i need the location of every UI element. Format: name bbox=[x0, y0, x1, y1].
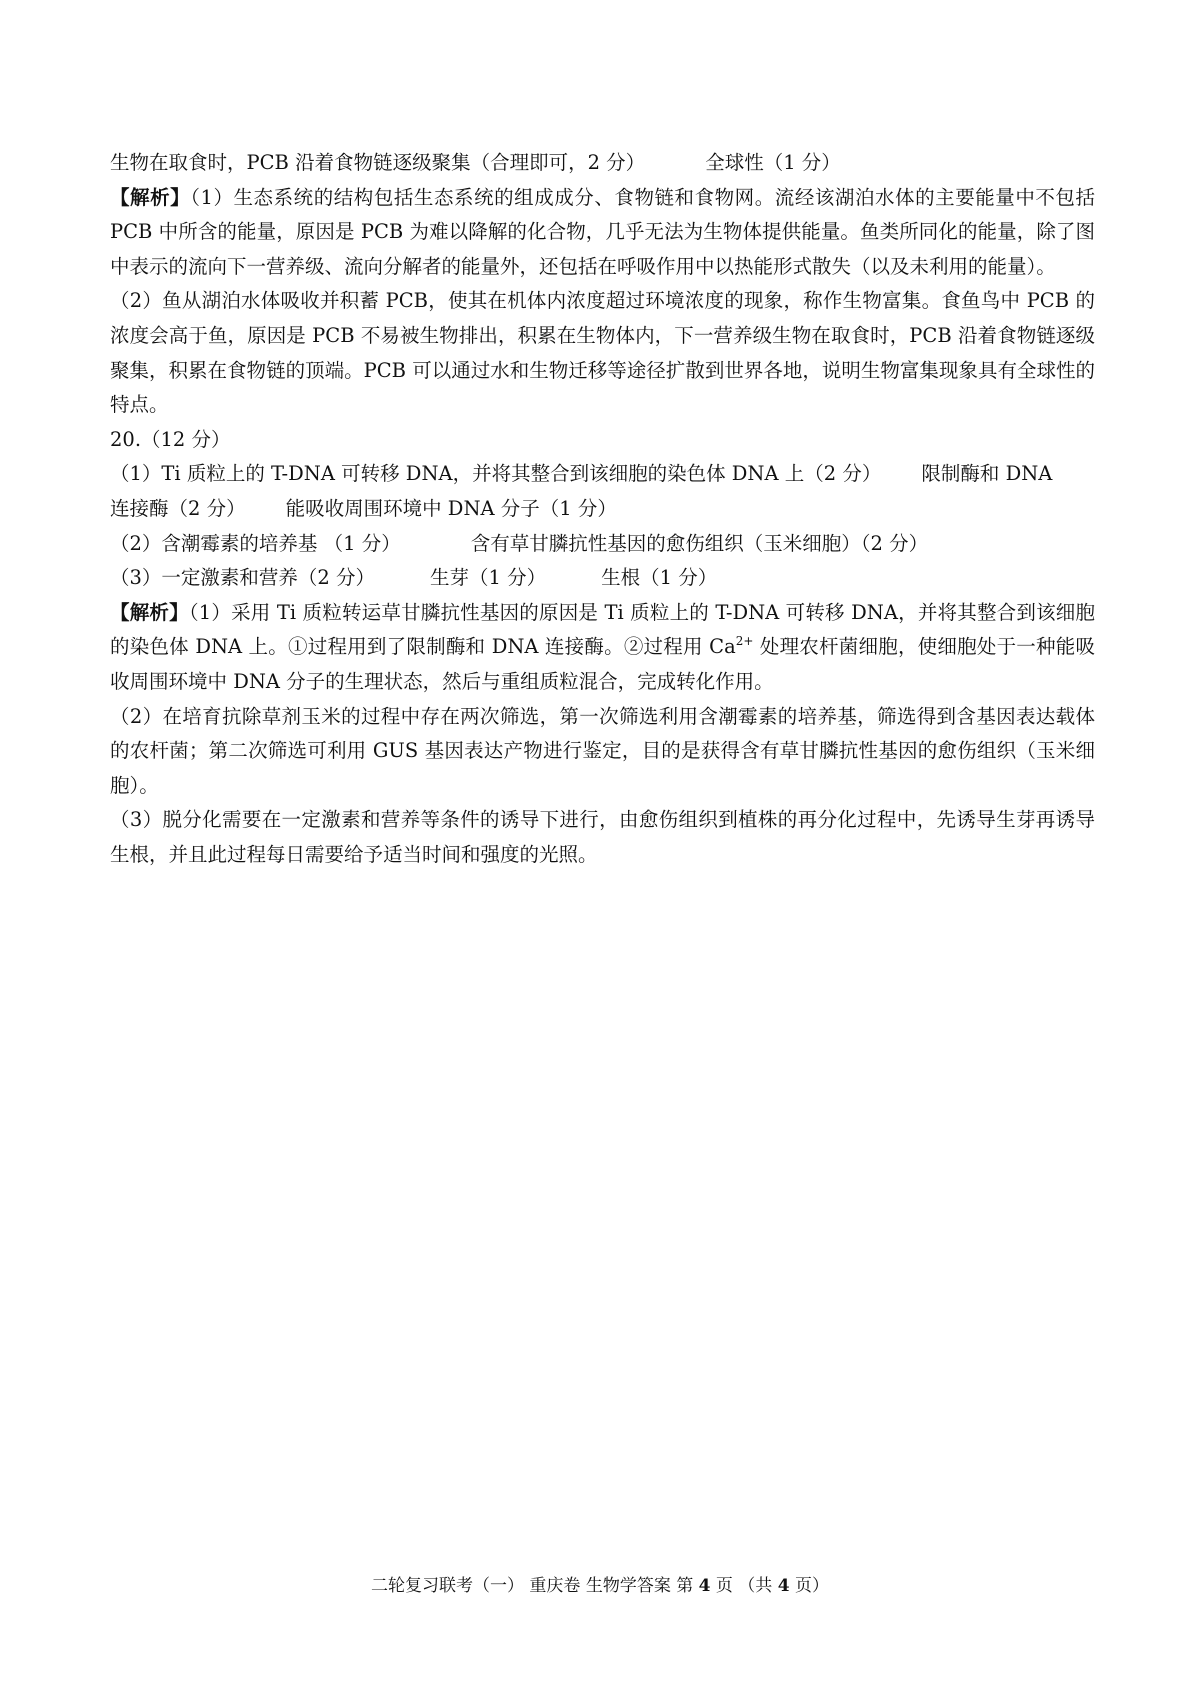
analysis-20-p1: 【解析】（1）采用 Ti 质粒转运草甘膦抗性基因的原因是 Ti 质粒上的 T-DNA 可转移 DNA，并将其整合到该细胞的染色体 DNA 上。①过程用到了限制酶和 DNA 连接酶。②过程用 $Ca^{2+}$ 处理农杆菌细胞，使细胞处于一种能吸收周围环境中 DNA 分子的生理状态，然后与重组质粒混合，完成转化作用。 bbox=[110, 600, 1095, 693]
page-footer: 二轮复习联考（一） 重庆卷 生物学答案 第 4 页 （共 4 页） bbox=[371, 1576, 829, 1596]
answer-20-2: （2）含潮霉素的培养基 （1 分） 含有草甘膦抗性基因的愈伤组织（玉米细胞）（2 分） bbox=[110, 531, 929, 555]
answer-20-3: （3）一定激素和营养（2 分） 生芽（1 分） 生根（1 分） bbox=[110, 566, 718, 590]
analysis-19-p1: 【解析】（1）生态系统的结构包括生态系统的组成成分、食物链和食物网。流经该湖泊水体的主要能量中不包括 PCB 中所含的能量，原因是 PCB 为难以降解的化合物，几乎无法为生物体提供能量。鱼类所同化的能量，除了图中表示的流向下一营养级、流向分解者的能量外，还包括在呼吸作用中以热能形式散失（以及未利用的能量）。 bbox=[110, 185, 1095, 278]
superscript-charge: 2+ bbox=[735, 634, 754, 649]
answer-19-reason: 生物在取食时，PCB 沿着食物链逐级聚集（合理即可，2 分） bbox=[110, 151, 646, 174]
page-number: 4 bbox=[698, 1576, 711, 1596]
answer-content bbox=[110, 146, 1095, 872]
answer-19-tail bbox=[110, 146, 1095, 181]
analysis-label: 【解析】 bbox=[110, 185, 191, 209]
analysis-20-p3: （3）脱分化需要在一定激素和营养等条件的诱导下进行，由愈伤组织到植株的再分化过程中，先诱导生芽再诱导生根，并且此过程每日需要给予适当时间和强度的光照。 bbox=[110, 808, 1095, 866]
analysis-20-p2: （2）在培育抗除草剂玉米的过程中存在两次筛选，第一次筛选利用含潮霉素的培养基，筛选得到含基因表达载体的农杆菌；第二次筛选可利用 GUS 基因表达产物进行鉴定，目的是获得含有草甘膦抗性基因的愈伤组织（玉米细胞）。 bbox=[110, 704, 1095, 797]
total-pages: 4 bbox=[777, 1576, 790, 1596]
analysis-19-p2: （2）鱼从湖泊水体吸收并积蓄 PCB，使其在机体内浓度超过环境浓度的现象，称作生物富集。食鱼鸟中 PCB 的浓度会高于鱼，原因是 PCB 不易被生物排出，积累在生物体内，下一营养级生物在取食时，PCB 沿着食物链逐级聚集，积累在食物链的顶端。PCB 可以通过水和生物迁移等途径扩散到世界各地，说明生物富集现象具有全球性的特点。 bbox=[110, 289, 1095, 417]
question-20-heading: 20.（12 分） bbox=[110, 427, 231, 451]
answer-19-global: 全球性（1 分） bbox=[705, 151, 841, 174]
analysis-label: 【解析】 bbox=[110, 600, 189, 624]
answer-20-1-line2: 连接酶（2 分） 能吸收周围环境中 DNA 分子（1 分） bbox=[110, 496, 617, 520]
answer-20-1-line1: （1）Ti 质粒上的 T-DNA 可转移 DNA，并将其整合到该细胞的染色体 DNA 上（2 分） 限制酶和 DNA bbox=[110, 462, 1053, 486]
